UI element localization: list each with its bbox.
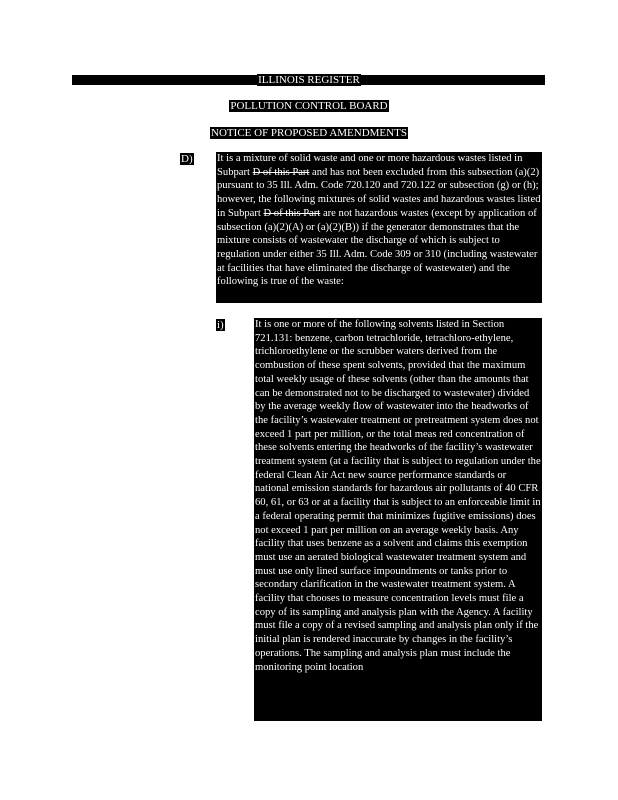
struck-text-2: D of this Part [263,207,321,219]
paragraph-D-text-a: It is a mixture of solid waste and one or more hazardous wastes listed in Subpart [217,153,523,178]
paragraph-D-text-b: and has not been excluded from this subsection (a)(2) pursuant to 35 Ill. Adm. Code 720.120 and 720.122 or subsection (g) or (h); however, the following mixtures of solid wastes and hazardous wastes listed in Subpart [217,166,541,219]
board-title [0,100,618,112]
paragraph-D [216,152,542,303]
register-title-text: ILLINOIS REGISTER [258,74,360,86]
paragraph-i: It is one or more of the following solvents listed in Section 721.131: benzene, carbon tetrachloride, tetrachloro-ethylene, trichloroethylene or the scrubber waters derived from the combustion of these spent solvents, provided that the maximum total weekly usage of these solvents (other than the amounts that can be demonstrated not to be discharged to wastewater) divided by the average weekly flow of wastewater into the headworks of the facility’s wastewater treatment or pretreatment system does not exceed 1 part per million, or the total meas red concentration of these solvents entering the headworks of the facility’s wastewater treatment system (at a facility that is subject to regulation under the federal Clean Air Act new source performance standards or national emission standards for hazardous air pollutants of 40 CFR 60, 61, or 63 or at a facility that is subject to an enforceable limit in a federal operating permit that minimizes fugitive emissions) does not exceed 1 part per million on an average weekly basis. Any facility that uses benzene as a solvent and claims this exemption must use an aerated biological wastewater treatment system and must use only lined surface impoundments or tanks prior to secondary clarification in the wastewater treatment system. A facility that chooses to measure concentration levels must file a copy of its sampling and analysis plan with the Agency. A facility must file a copy of a revised sampling and analysis plan only if the initial plan is rendered inaccurate by changes in the facility’s operations. The sampling and analysis plan must include the monitoring point location [254,318,542,721]
notice-title [0,127,618,139]
struck-text-1: D of this Part [252,166,310,178]
notice-title-text: NOTICE OF PROPOSED AMENDMENTS [211,127,407,139]
section-marker-D: D) [181,153,193,165]
register-title [0,74,618,86]
section-marker-i: i) [217,319,224,331]
paragraph-D-text-c: are not hazardous wastes (except by application of subsection (a)(2)(A) or (a)(2)(B)) if the generator demonstrates that the mixture consists of wastewater the discharge of which is subject to regulation under either 35 Ill. Adm. Code 309 or 310 (including wastewater at facilities that have eliminated the discharge of wastewater) and the following is true of the waste: [217,207,538,288]
board-title-text: POLLUTION CONTROL BOARD [230,100,388,112]
